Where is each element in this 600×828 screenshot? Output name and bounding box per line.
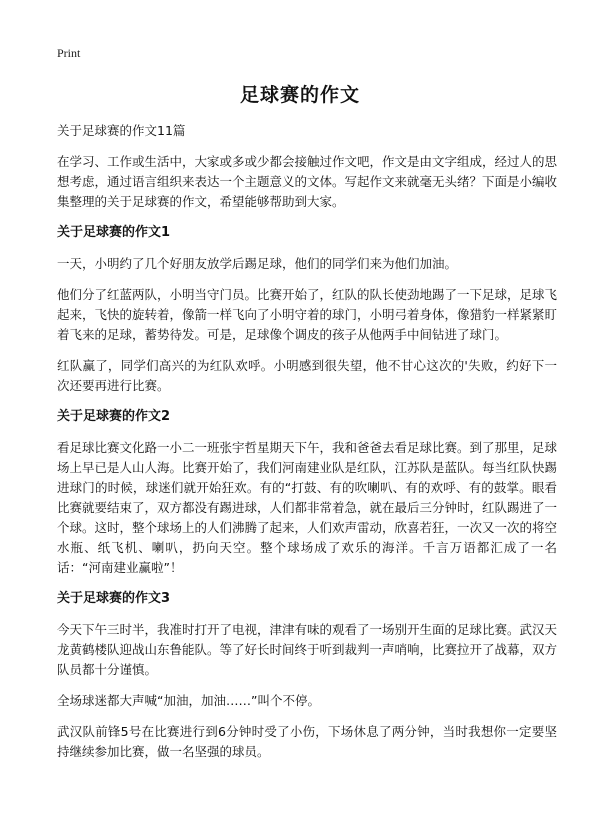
paragraph: 看足球比赛文化路一小二一班张宇哲星期天下午，我和爸爸去看足球比赛。到了那里，足球场上早已是人山人海。比赛开始了，我们河南建业队是红队，江苏队是蓝队。每当红队快踢进球门的时候，球迷们就开始狂欢。有的“打鼓、有的吹喇叭、有的欢呼、有的鼓掌。眼看比赛就要结束了，双方都没有踢进球，人们都非常着急，就在最后三分钟时，红队踢进了一个球。这时，整个球场上的人们沸腾了起来，人们欢声雷动，欣喜若狂，一次又一次的将空水瓶、纸飞机、喇叭，扔向天空。整个球场成了欢乐的海洋。千言万语都汇成了一名话：“河南建业赢啦”！	[57, 440, 558, 575]
section-heading: 关于足球赛的作文1	[57, 225, 171, 240]
paragraph: 今天下午三时半，我准时打开了电视，津津有味的观看了一场别开生面的足球比赛。武汉天龙黄鹤楼队迎战山东鲁能队。等了好长时间终于听到裁判一声哨响，比赛拉开了战幕，双方队员都十分谨慎。	[57, 622, 558, 677]
paragraph: 一天，小明约了几个好朋友放学后踢足球，他们的同学们来为他们加油。	[57, 256, 458, 271]
paragraph: 全场球迷都大声喊“加油，加油……”叫个不停。	[57, 693, 320, 708]
print-label: Print	[57, 46, 81, 60]
section-heading: 关于足球赛的作文3	[57, 591, 171, 606]
document-subtitle: 关于足球赛的作文11篇	[57, 123, 186, 138]
section-heading: 关于足球赛的作文2	[57, 409, 171, 424]
intro-paragraph: 在学习、工作或生活中，大家或多或少都会接触过作文吧，作文是由文字组成，经过人的思想考虑，通过语言组织来表达一个主题意义的文体。写起作文来就毫无头绪？下面是小编收集整理的关于足球赛的作文，希望能够帮助到大家。	[57, 154, 558, 209]
paragraph: 武汉队前锋5号在比赛进行到6分钟时受了小伤，下场休息了两分钟，当时我想你一定要坚持继续参加比赛，做一名坚强的球员。	[57, 724, 557, 759]
paragraph: 他们分了红蓝两队，小明当守门员。比赛开始了，红队的队长使劲地踢了一下足球，足球飞起来，飞快的旋转着，像箭一样飞向了小明守着的球门，小明弓着身体，像猎豹一样紧紧盯着飞来的足球，蓄势待发。可是，足球像个调皮的孩子从他两手中间钻进了球门。	[57, 287, 558, 342]
page-title: 足球赛的作文	[239, 84, 360, 106]
paragraph: 红队赢了，同学们高兴的为红队欢呼。小明感到很失望，他不甘心这次的'失败，约好下一次还要再进行比赛。	[57, 358, 557, 393]
document-body	[57, 121, 557, 773]
